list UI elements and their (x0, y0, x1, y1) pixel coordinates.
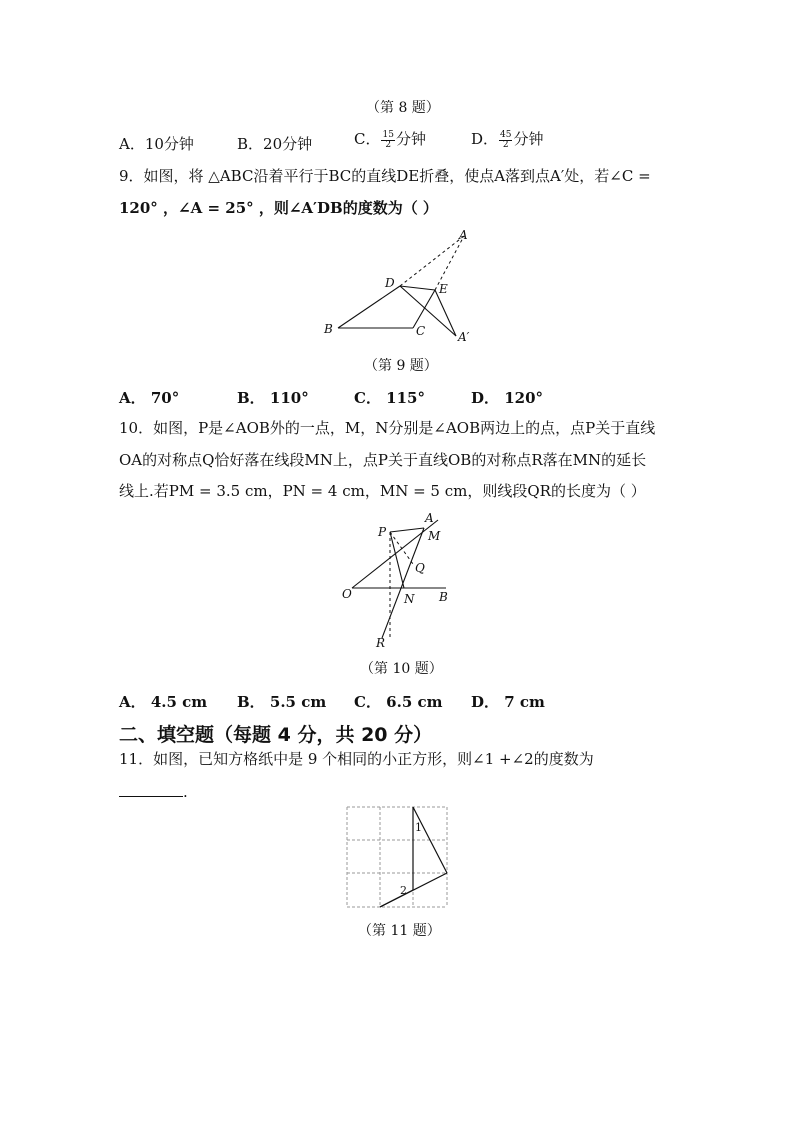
q8-option-c-num: 15 (382, 129, 394, 140)
q8-option-a: A．10分钟 (119, 135, 194, 153)
q10-caption: （第 10 题） (360, 661, 443, 677)
q10-label-O: O (342, 587, 352, 601)
q9-option-c: C． 115° (354, 389, 425, 407)
q9-caption: （第 9 题） (364, 358, 438, 374)
q9-label-B: B (324, 322, 333, 336)
q11-seg-short (380, 890, 413, 907)
q8-option-c-prefix: C． (354, 130, 381, 148)
q9-seg-EC (413, 290, 435, 328)
q8-option-d-suffix: 分钟 (513, 130, 544, 148)
q9-text-line1: 9．如图，将 △ABC沿着平行于BC的直线DE折叠，使点A落到点A′处，若∠C = (119, 167, 651, 185)
q10-label-R: R (376, 636, 386, 650)
q9-option-d: D． 120° (471, 389, 544, 407)
q8-option-c-den: 2 (385, 139, 392, 150)
q9-label-A: A (459, 228, 468, 242)
section-heading-fill-in: 二、填空题（每题 4 分，共 20 分） (119, 724, 433, 746)
q8-option-d (471, 128, 544, 150)
q8-option-c-suffix: 分钟 (395, 130, 426, 148)
q9-seg-DE (400, 286, 435, 290)
q10-label-A: A (425, 511, 434, 525)
q8-option-d-prefix: D． (471, 130, 499, 148)
q9-label-D: D (385, 276, 395, 290)
q9-figure (318, 224, 488, 348)
q10-label-M: M (428, 529, 441, 543)
q11-label-angle1: 1 (415, 821, 422, 834)
q11-answer-blank[interactable] (119, 782, 183, 797)
q9-label-E: E (439, 282, 448, 296)
q10-label-B: B (439, 590, 448, 604)
q10-option-d: D． 7 cm (471, 693, 545, 711)
q9-seg-BD (338, 286, 400, 328)
q8-option-b: B．20分钟 (237, 135, 313, 153)
q9-option-b: B． 110° (237, 389, 309, 407)
q9-option-a: A． 70° (119, 389, 180, 407)
q10-text-line3: 线上.若PM = 3.5 cm，PN = 4 cm，MN = 5 cm，则线段QR的长度为（ ） (119, 482, 646, 500)
q9-label-C: C (416, 324, 426, 338)
q11-grid (347, 807, 447, 907)
q10-seg-MR (382, 528, 424, 638)
q10-label-Q: Q (415, 561, 425, 575)
q10-option-a: A． 4.5 cm (119, 693, 208, 711)
q11-label-angle2: 2 (400, 884, 407, 897)
q10-seg-PM (390, 528, 424, 532)
q8-option-d-den: 2 (502, 139, 509, 150)
q10-option-b: B． 5.5 cm (237, 693, 327, 711)
q9-text-line2: 120° ，∠A = 25° ，则∠A′DB的度数为（ ） (119, 199, 438, 217)
q8-option-d-num: 45 (500, 129, 512, 140)
q10-label-N: N (404, 592, 415, 606)
q8-option-c-fraction (381, 131, 394, 150)
q9-seg-EA2 (435, 290, 456, 336)
q11-line2-period: . (183, 783, 188, 801)
q8-option-d-fraction (499, 131, 512, 150)
q8-caption: （第 8 题） (366, 100, 440, 116)
q10-option-c: C． 6.5 cm (354, 693, 443, 711)
q10-text-line2: OA的对称点Q恰好落在线段MN上，点P关于直线OB的对称点R落在MN的延长 (119, 451, 647, 469)
q11-figure (344, 804, 450, 910)
q10-text-line1: 10．如图，P是∠AOB外的一点，M，N分别是∠AOB两边上的点，点P关于直线 (119, 419, 656, 437)
q10-seg-PN (390, 532, 404, 588)
q11-text-line1: 11．如图，已知方格纸中是 9 个相同的小正方形，则∠1 +∠2的度数为 (119, 750, 594, 768)
q9-label-A-prime: A′ (458, 330, 470, 344)
q8-option-c (354, 128, 426, 150)
q11-text-line2 (119, 782, 188, 802)
q10-label-P: P (378, 525, 387, 539)
q9-dash-DA (400, 236, 464, 286)
q11-caption: （第 11 题） (358, 923, 441, 939)
q10-figure (338, 508, 458, 650)
